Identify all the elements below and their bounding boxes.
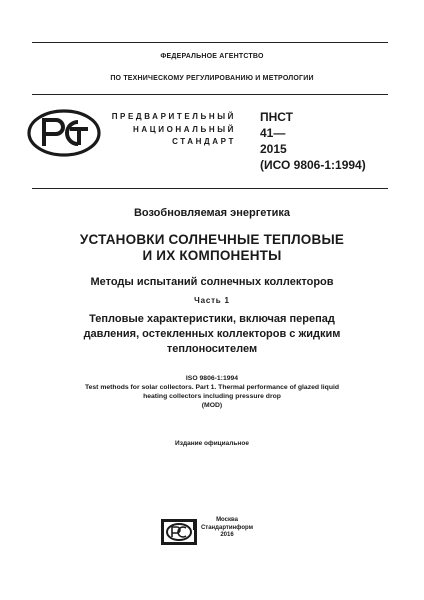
designation-line-4: (ИСО 9806-1:1994) (260, 158, 366, 172)
designation-line-2: 41— (260, 126, 286, 140)
standard-type (96, 111, 236, 149)
publisher (196, 517, 258, 540)
gost-r-emblem-icon (26, 108, 102, 158)
designation-line-1: ПНСТ (260, 110, 293, 124)
standard-type-line-3: СТАНДАРТ (172, 137, 236, 146)
part-number: Часть 1 (194, 296, 230, 305)
title-rule (32, 188, 388, 189)
publisher-name: Стандартинформ (200, 524, 254, 531)
part-title-line-1: Тепловые характеристики, включая перепад (89, 313, 335, 325)
standard-designation (260, 109, 366, 173)
part-title-line-2: давления, остекленных коллекторов с жидким (83, 328, 341, 340)
designation-line-3: 2015 (260, 142, 287, 156)
category-title: Возобновляемая энергетика (133, 207, 291, 219)
main-title-line-1: УСТАНОВКИ СОЛНЕЧНЫЕ ТЕПЛОВЫЕ (79, 232, 345, 247)
publisher-year: 2016 (220, 532, 234, 538)
iso-reference-line-2: Test methods for solar collectors. Part 1. Thermal performance of glazed liquid (84, 384, 340, 391)
edition-label: Издание официальное (175, 440, 249, 447)
iso-reference (0, 374, 424, 410)
subtitle: Методы испытаний солнечных коллекторов (90, 276, 334, 288)
header-rule (32, 94, 388, 95)
standartinform-logo-icon (160, 518, 198, 546)
top-rule (32, 42, 388, 43)
agency-line-2: ПО ТЕХНИЧЕСКОМУ РЕГУЛИРОВАНИЮ И МЕТРОЛОГИИ (110, 75, 314, 82)
iso-reference-line-3: heating collectors including pressure drop (143, 393, 281, 400)
publisher-city: Москва (216, 517, 238, 523)
iso-reference-line-4: (MOD) (201, 402, 223, 409)
agency-line-1: ФЕДЕРАЛЬНОЕ АГЕНТСТВО (160, 53, 264, 60)
main-title-line-2: И ИХ КОМПОНЕНТЫ (142, 248, 282, 263)
standard-type-line-2: НАЦИОНАЛЬНЫЙ (133, 124, 236, 134)
iso-reference-line-1: ISO 9806-1:1994 (185, 375, 239, 382)
standard-type-line-1: ПРЕДВАРИТЕЛЬНЫЙ (111, 112, 236, 121)
part-title-line-3: теплоносителем (166, 343, 258, 355)
